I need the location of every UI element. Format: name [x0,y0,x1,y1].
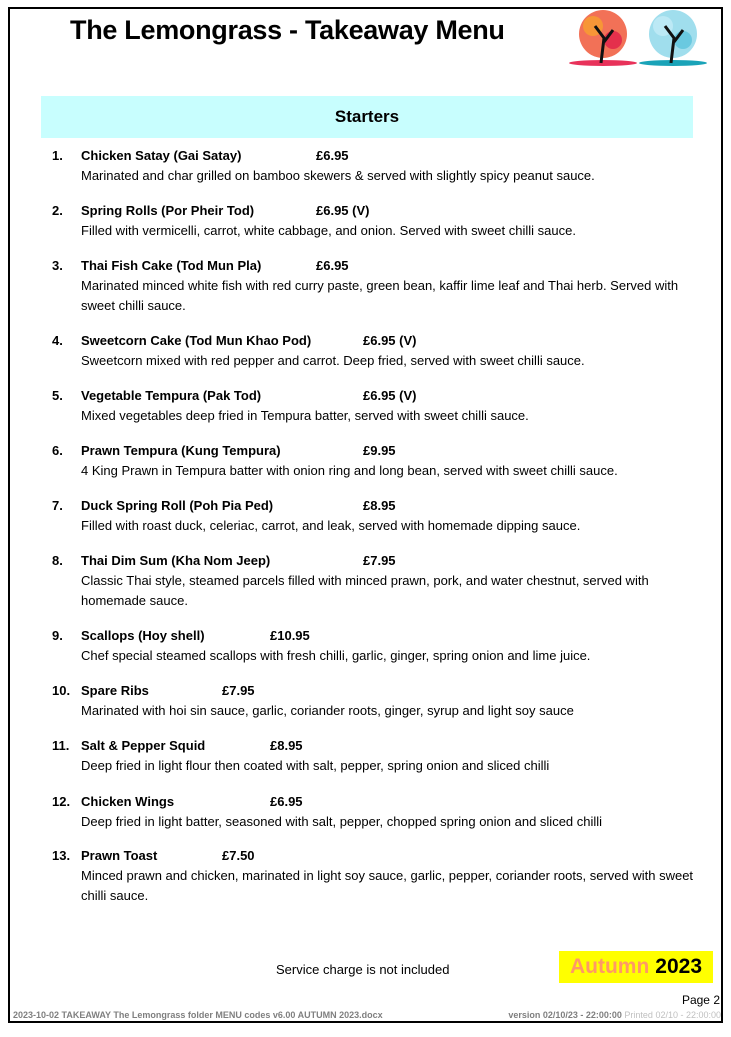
service-charge-note: Service charge is not included [276,962,450,977]
item-name: Thai Dim Sum (Kha Nom Jeep) [81,553,271,568]
item-price: £10.95 [270,628,310,643]
item-price: £7.50 [222,848,255,863]
item-number: 13. [52,848,71,863]
item-description: Deep fried in light batter, seasoned with salt, pepper, chopped spring onion and sliced chilli [81,814,603,829]
page-number: Page 2 [681,993,720,1007]
item-price: £7.95 [363,553,396,568]
item-number: 11. [52,738,70,753]
item-description: Minced prawn and chicken, marinated in light soy sauce, garlic, pepper, coriander roots, served with sweet chilli sauce. [81,868,694,903]
menu-title: The Lemongrass - Takeaway Menu [70,15,505,45]
section-title: Starters [334,107,400,126]
item-price: £7.95 [222,683,255,698]
item-name: Spring Rolls (Por Pheir Tod) [81,203,255,218]
season-badge [559,951,713,983]
item-description: Marinated with hoi sin sauce, garlic, coriander roots, ginger, syrup and light soy sauce [81,703,574,718]
item-description: Classic Thai style, steamed parcels filled with minced prawn, pork, and water chestnut, served with homemade sauce. [81,573,649,608]
item-number: 2. [52,203,63,218]
document-filename: 2023-10-02 TAKEAWAY The Lemongrass folder MENU codes v6.00 AUTUMN 2023.docx [13,1010,383,1020]
item-name: Chicken Wings [81,794,175,809]
item-number: 6. [52,443,63,458]
season-word: Autumn [569,955,650,978]
item-price: £6.95 (V) [363,333,417,348]
item-number: 3. [52,258,63,273]
item-name: Thai Fish Cake (Tod Mun Pla) [81,258,262,273]
version-info [508,1010,721,1020]
item-description: Marinated and char grilled on bamboo skewers & served with slightly spicy peanut sauce. [81,168,595,183]
season-year: 2023 [655,955,703,978]
item-price: £6.95 (V) [316,203,370,218]
item-number: 5. [52,388,63,403]
item-description: Sweetcorn mixed with red pepper and carrot. Deep fried, served with sweet chilli sauce. [81,353,585,368]
item-price: £6.95 (V) [363,388,417,403]
section-header-starters [41,96,693,138]
item-number: 10. [52,683,71,698]
item-price: £6.95 [316,258,349,273]
item-name: Salt & Pepper Squid [81,738,206,753]
item-price: £9.95 [363,443,396,458]
item-description: Marinated minced white fish with red curry paste, green bean, kaffir lime leaf and Thai herb. Served with sweet chilli sauce. [81,278,679,313]
item-name: Spare Ribs [81,683,149,698]
printed-stamp: Printed 02/10 - 22:00:00 [624,1010,721,1020]
item-number: 9. [52,628,63,643]
item-name: Scallops (Hoy shell) [81,628,205,643]
item-description: Mixed vegetables deep fried in Tempura batter, served with sweet chilli sauce. [81,408,529,423]
item-description: Deep fried in light flour then coated with salt, pepper, spring onion and sliced chilli [81,758,550,773]
item-description: Filled with vermicelli, carrot, white cabbage, and onion. Served with sweet chilli sauce. [81,223,576,238]
item-number: 12. [52,794,71,809]
item-description: Filled with roast duck, celeriac, carrot, and leak, served with homemade dipping sauce. [81,518,581,533]
item-price: £8.95 [270,738,303,753]
version-stamp: version 02/10/23 - 22:00:00 [508,1010,622,1020]
item-name: Duck Spring Roll (Poh Pia Ped) [81,498,274,513]
item-price: £6.95 [270,794,303,809]
item-name: Prawn Toast [81,848,158,863]
item-number: 8. [52,553,63,568]
item-name: Prawn Tempura (Kung Tempura) [81,443,281,458]
item-number: 4. [52,333,63,348]
item-name: Vegetable Tempura (Pak Tod) [81,388,262,403]
item-price: £6.95 [316,148,349,163]
item-name: Sweetcorn Cake (Tod Mun Khao Pod) [81,333,312,348]
item-price: £8.95 [363,498,396,513]
item-number: 7. [52,498,63,513]
autumn-winter-trees-logo-icon [565,8,715,68]
item-name: Chicken Satay (Gai Satay) [81,148,242,163]
item-description: Chef special steamed scallops with fresh chilli, garlic, ginger, spring onion and lime juice. [81,648,591,663]
item-description: 4 King Prawn in Tempura batter with onion ring and long bean, served with sweet chilli sauce. [81,463,618,478]
item-number: 1. [52,148,63,163]
